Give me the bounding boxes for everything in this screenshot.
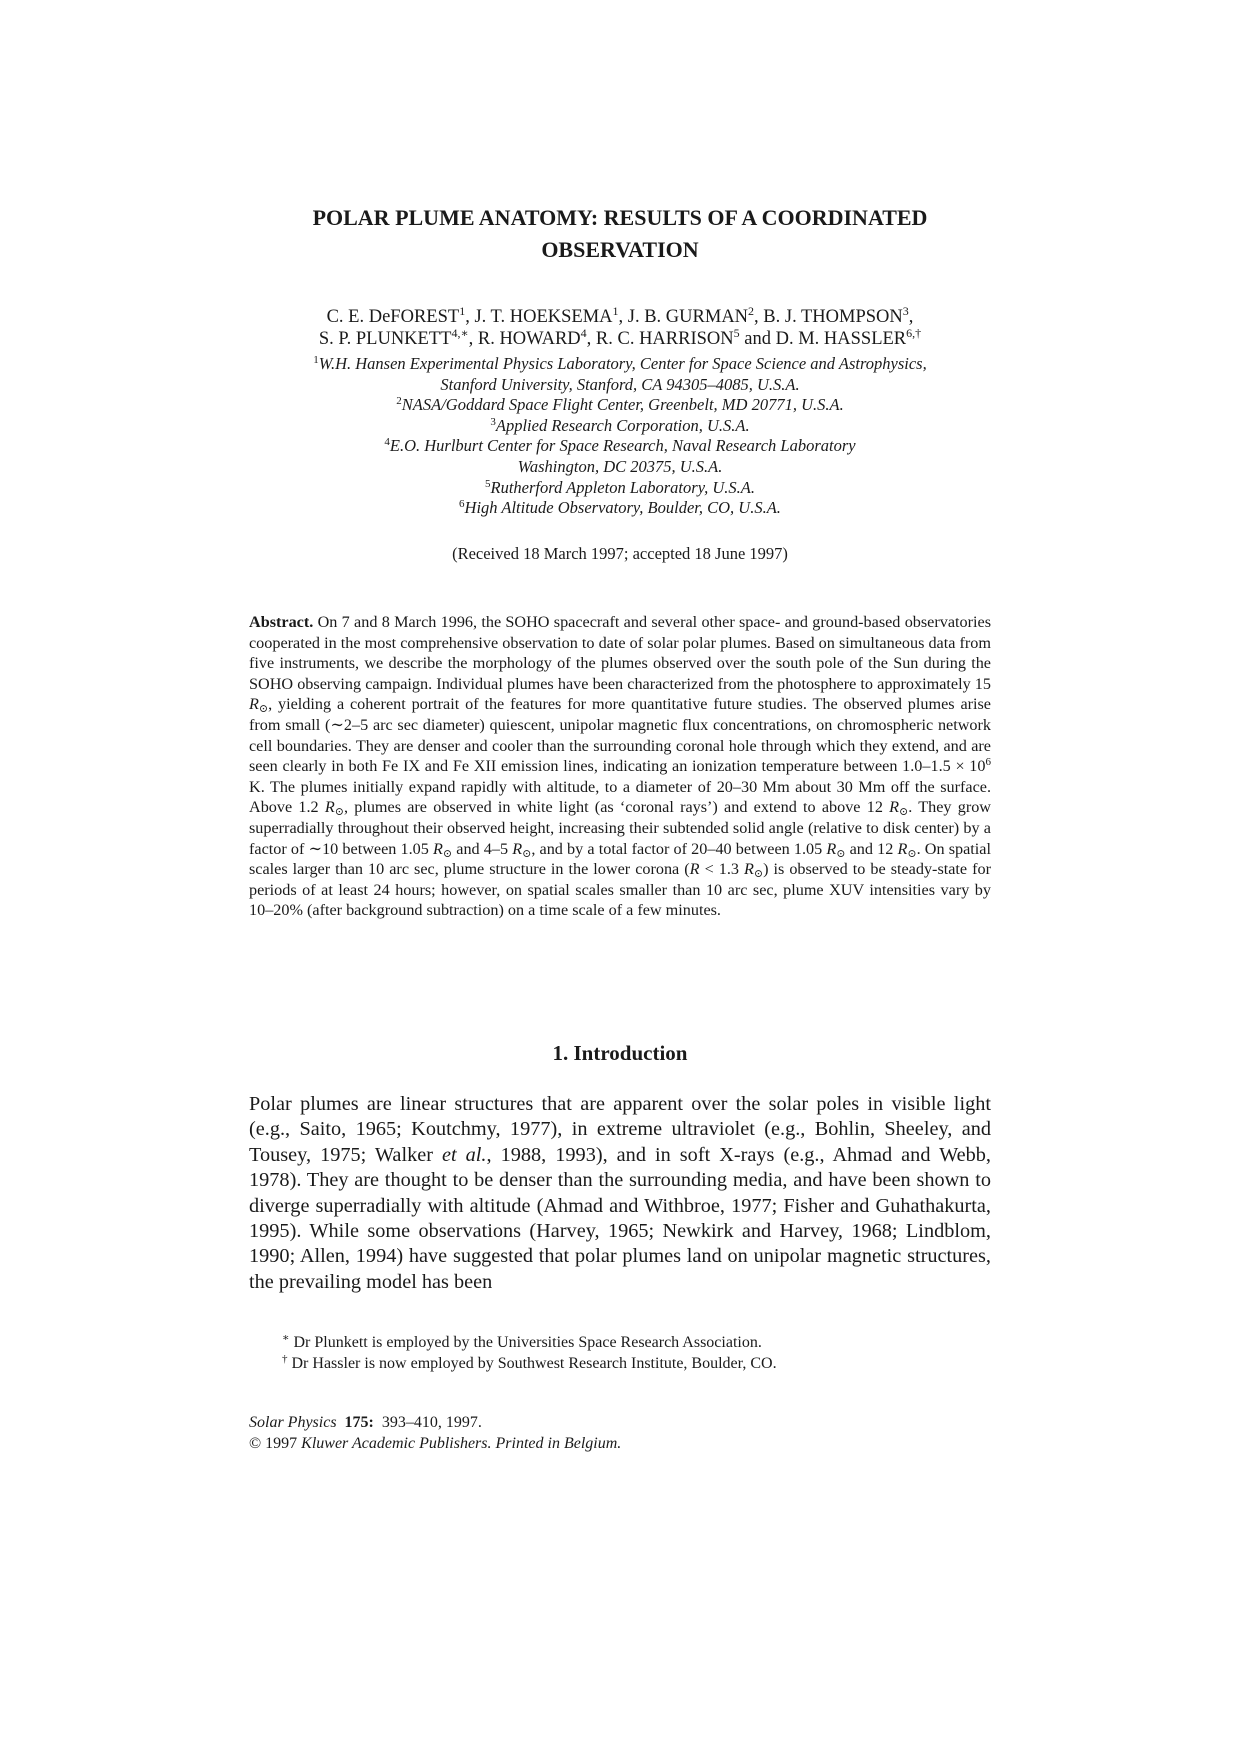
sun-subscript: ⊙: [753, 868, 764, 881]
footnote-text: Dr Plunkett is employed by the Universities Space Research Association.: [293, 1334, 762, 1351]
footnote: [282, 1332, 1002, 1353]
solar-radius-symbol: [743, 860, 764, 881]
footnote-mark: †: [282, 1353, 288, 1365]
affiliation-item: [200, 478, 1040, 499]
affiliation-text: Applied Research Corporation, U.S.A.: [495, 415, 750, 435]
body-text: , 1988, 1993), and in soft X-rays (e.g., Ahmad and Webb, 1978). They are thought to be denser than the surrounding media, and have been shown to diverge superradially with altitude (Ahmad and Withbroe, 1977; Fisher and Guhathakurta, 1995). While some observations (Harvey, 1965; Newkirk and Harvey, 1968; Lindblom, 1990; Allen, 1994) have suggested that polar plumes land on unipolar magnetic structures, the prevailing model has been: [249, 1143, 991, 1293]
journal-pages: 393–410, 1997.: [381, 1414, 482, 1431]
exponent: 6: [985, 756, 991, 769]
abstract-text: K. The plumes initially expand rapidly with altitude, to a diameter of 20–30 Mm about 30 Mm off the surface. Above 1.2: [249, 777, 991, 817]
footnotes: [282, 1332, 1002, 1374]
solar-radius-symbol: [512, 840, 531, 858]
author-name: , R. HOWARD: [468, 329, 581, 349]
radius-letter: R: [743, 860, 754, 879]
section-heading-introduction: 1. Introduction: [552, 1041, 688, 1065]
publisher: Kluwer Academic Publishers. Printed in Belgium.: [301, 1435, 622, 1452]
affiliation-number: 5: [485, 477, 491, 490]
affiliation-marker: 2: [748, 304, 755, 318]
radius-letter: R: [433, 839, 443, 858]
affiliation-marker: 3: [902, 304, 909, 318]
solar-radius-symbol: [433, 840, 452, 858]
title-line-2: OBSERVATION: [541, 237, 699, 262]
author-list: [200, 306, 1040, 350]
affiliation-item-continued: Stanford University, Stanford, CA 94305–4085, U.S.A.: [440, 374, 800, 394]
affiliation-item: [200, 354, 1040, 375]
author-name: C. E. DeFOREST: [326, 307, 460, 327]
journal-volume: 175:: [344, 1414, 374, 1431]
journal-info: [249, 1412, 991, 1454]
radius-variable: R: [689, 860, 700, 879]
author-name: , R. C. HARRISON: [586, 329, 734, 349]
affiliation-marker: 4,∗: [451, 326, 469, 340]
footnote-mark: ∗: [282, 1332, 290, 1344]
solar-radius-symbol: [249, 695, 269, 716]
affiliation-text: NASA/Goddard Space Flight Center, Greenbelt, MD 20771, U.S.A.: [401, 395, 844, 415]
affiliation-number: 6: [459, 498, 465, 511]
copyright-line: [249, 1433, 991, 1454]
affiliation-item: [200, 436, 1040, 457]
affiliation-list: [200, 354, 1040, 519]
solar-radius-symbol: [889, 798, 909, 819]
abstract-text: . They grow superradially throughout their observed height, increasing their subtended solid angle (relative to disk center) by a factor of ∼10 between 1.05: [249, 798, 991, 858]
author-name: , J. T. HOEKSEMA: [465, 307, 613, 327]
affiliation-number: 2: [396, 395, 402, 408]
abstract-text: , and by a total factor of 20–40 between 1.05: [531, 839, 827, 858]
affiliation-text: W.H. Hansen Experimental Physics Laboratory, Center for Space Science and Astrophysics,: [318, 354, 927, 373]
abstract: [249, 612, 991, 921]
abstract-text: < 1.3: [699, 860, 744, 879]
affiliation-marker: 1: [612, 304, 619, 318]
abstract-text: . On spatial scales larger than 10 arc sec, plume structure in the lower corona (: [249, 839, 991, 879]
sun-subscript: ⊙: [836, 847, 846, 860]
abstract-text: ) is observed to be steady-state for periods of at least 24 hours; however, on spatial scales smaller than 10 arc sec, plume XUV intensities vary by 10–20% (after background subtraction) on a time scale of a few minutes.: [249, 860, 991, 920]
copyright-year: 1997: [265, 1435, 298, 1452]
solar-radius-symbol: [826, 840, 845, 858]
affiliation-number: 1: [313, 354, 319, 366]
citation-line: [249, 1412, 991, 1433]
body-text: Polar plumes are linear structures that are apparent over the solar poles in visible light (e.g., Saito, 1965; Koutchmy, 1977), in extreme ultraviolet (e.g., Bohlin, Sheeley, and Tousey, 1975; Walker: [249, 1093, 991, 1166]
affiliation-item: [200, 395, 1040, 416]
author-name: , B. J. THOMPSON: [754, 307, 903, 327]
footnote-text: Dr Hassler is now employed by Southwest Research Institute, Boulder, CO.: [291, 1355, 777, 1372]
affiliation-marker: 1: [459, 304, 466, 318]
abstract-text: , yielding a coherent portrait of the features for more quantitative future studies. The observed plumes arise from small (∼2–5 arc sec diameter) quiescent, unipolar magnetic flux concentrations, on chromospheric network cell boundaries. They are denser and cooler than the surrounding coronal hole through which they extend, and are seen clearly in both Fe IX and Fe XII emission lines, indicating an ionization temperature between 1.0–1.5 × 10: [249, 695, 991, 776]
affiliation-text: High Altitude Observatory, Boulder, CO, U.S.A.: [464, 498, 781, 518]
title-line-1: POLAR PLUME ANATOMY: RESULTS OF A COORDINATED: [312, 205, 928, 230]
abstract-text: and 12: [845, 839, 898, 858]
affiliation-number: 4: [384, 436, 390, 449]
footnote: [282, 1353, 1002, 1374]
received-dates: (Received 18 March 1997; accepted 18 June 1997): [452, 544, 788, 563]
affiliation-number: 3: [490, 415, 496, 428]
author-name: , J. B. GURMAN: [618, 307, 749, 327]
sun-subscript: ⊙: [907, 847, 917, 860]
abstract-label: Abstract.: [249, 613, 314, 631]
affiliation-item-continued: Washington, DC 20375, U.S.A.: [517, 456, 723, 476]
copyright-icon: ©: [249, 1435, 262, 1452]
sun-subscript: ⊙: [334, 806, 344, 819]
journal-name: Solar Physics: [249, 1414, 337, 1431]
sun-subscript: ⊙: [442, 847, 453, 860]
abstract-text: , plumes are observed in white light (as ‘coronal rays’) and extend to above 12: [343, 798, 890, 817]
affiliation-marker: 5: [733, 326, 740, 340]
abstract-text: and 4–5: [452, 839, 513, 858]
solar-radius-symbol: [897, 840, 916, 858]
author-line-2: [200, 328, 1040, 350]
author-separator: ,: [908, 307, 914, 327]
abstract-text: On 7 and 8 March 1996, the SOHO spacecraft and several other space- and ground-based observatories cooperated in the most comprehensive observation to date of solar polar plumes. Based on simultaneous data from five instruments, we describe the morphology of the plumes observed over the south pole of the Sun during the SOHO observing campaign. Individual plumes have been characterized from the photosphere to approximately 15: [249, 613, 991, 693]
affiliation-marker: 4: [580, 326, 587, 340]
solar-radius-symbol: [324, 798, 344, 819]
affiliation-item: [200, 416, 1040, 437]
radius-letter: R: [889, 798, 900, 817]
sun-subscript: ⊙: [522, 847, 532, 860]
author-line-1: [200, 306, 1040, 328]
affiliation-text: E.O. Hurlburt Center for Space Research, Naval Research Laboratory: [389, 436, 856, 456]
radius-letter: R: [249, 695, 259, 714]
affiliation-item: [200, 498, 1040, 519]
affiliation-marker: 6,†: [906, 326, 922, 340]
affiliation-text: Rutherford Appleton Laboratory, U.S.A.: [490, 477, 755, 497]
author-name: and D. M. HASSLER: [739, 329, 907, 349]
introduction-paragraph: [249, 1092, 991, 1295]
radius-letter: R: [324, 798, 335, 817]
radius-letter: R: [826, 839, 837, 858]
sun-subscript: ⊙: [899, 806, 909, 819]
radius-letter: R: [512, 839, 523, 858]
author-name: S. P. PLUNKETT: [318, 329, 452, 349]
sun-subscript: ⊙: [258, 703, 269, 716]
paper-title: [250, 202, 990, 266]
radius-letter: R: [897, 839, 908, 858]
body-text-italic: et al.: [442, 1143, 487, 1166]
